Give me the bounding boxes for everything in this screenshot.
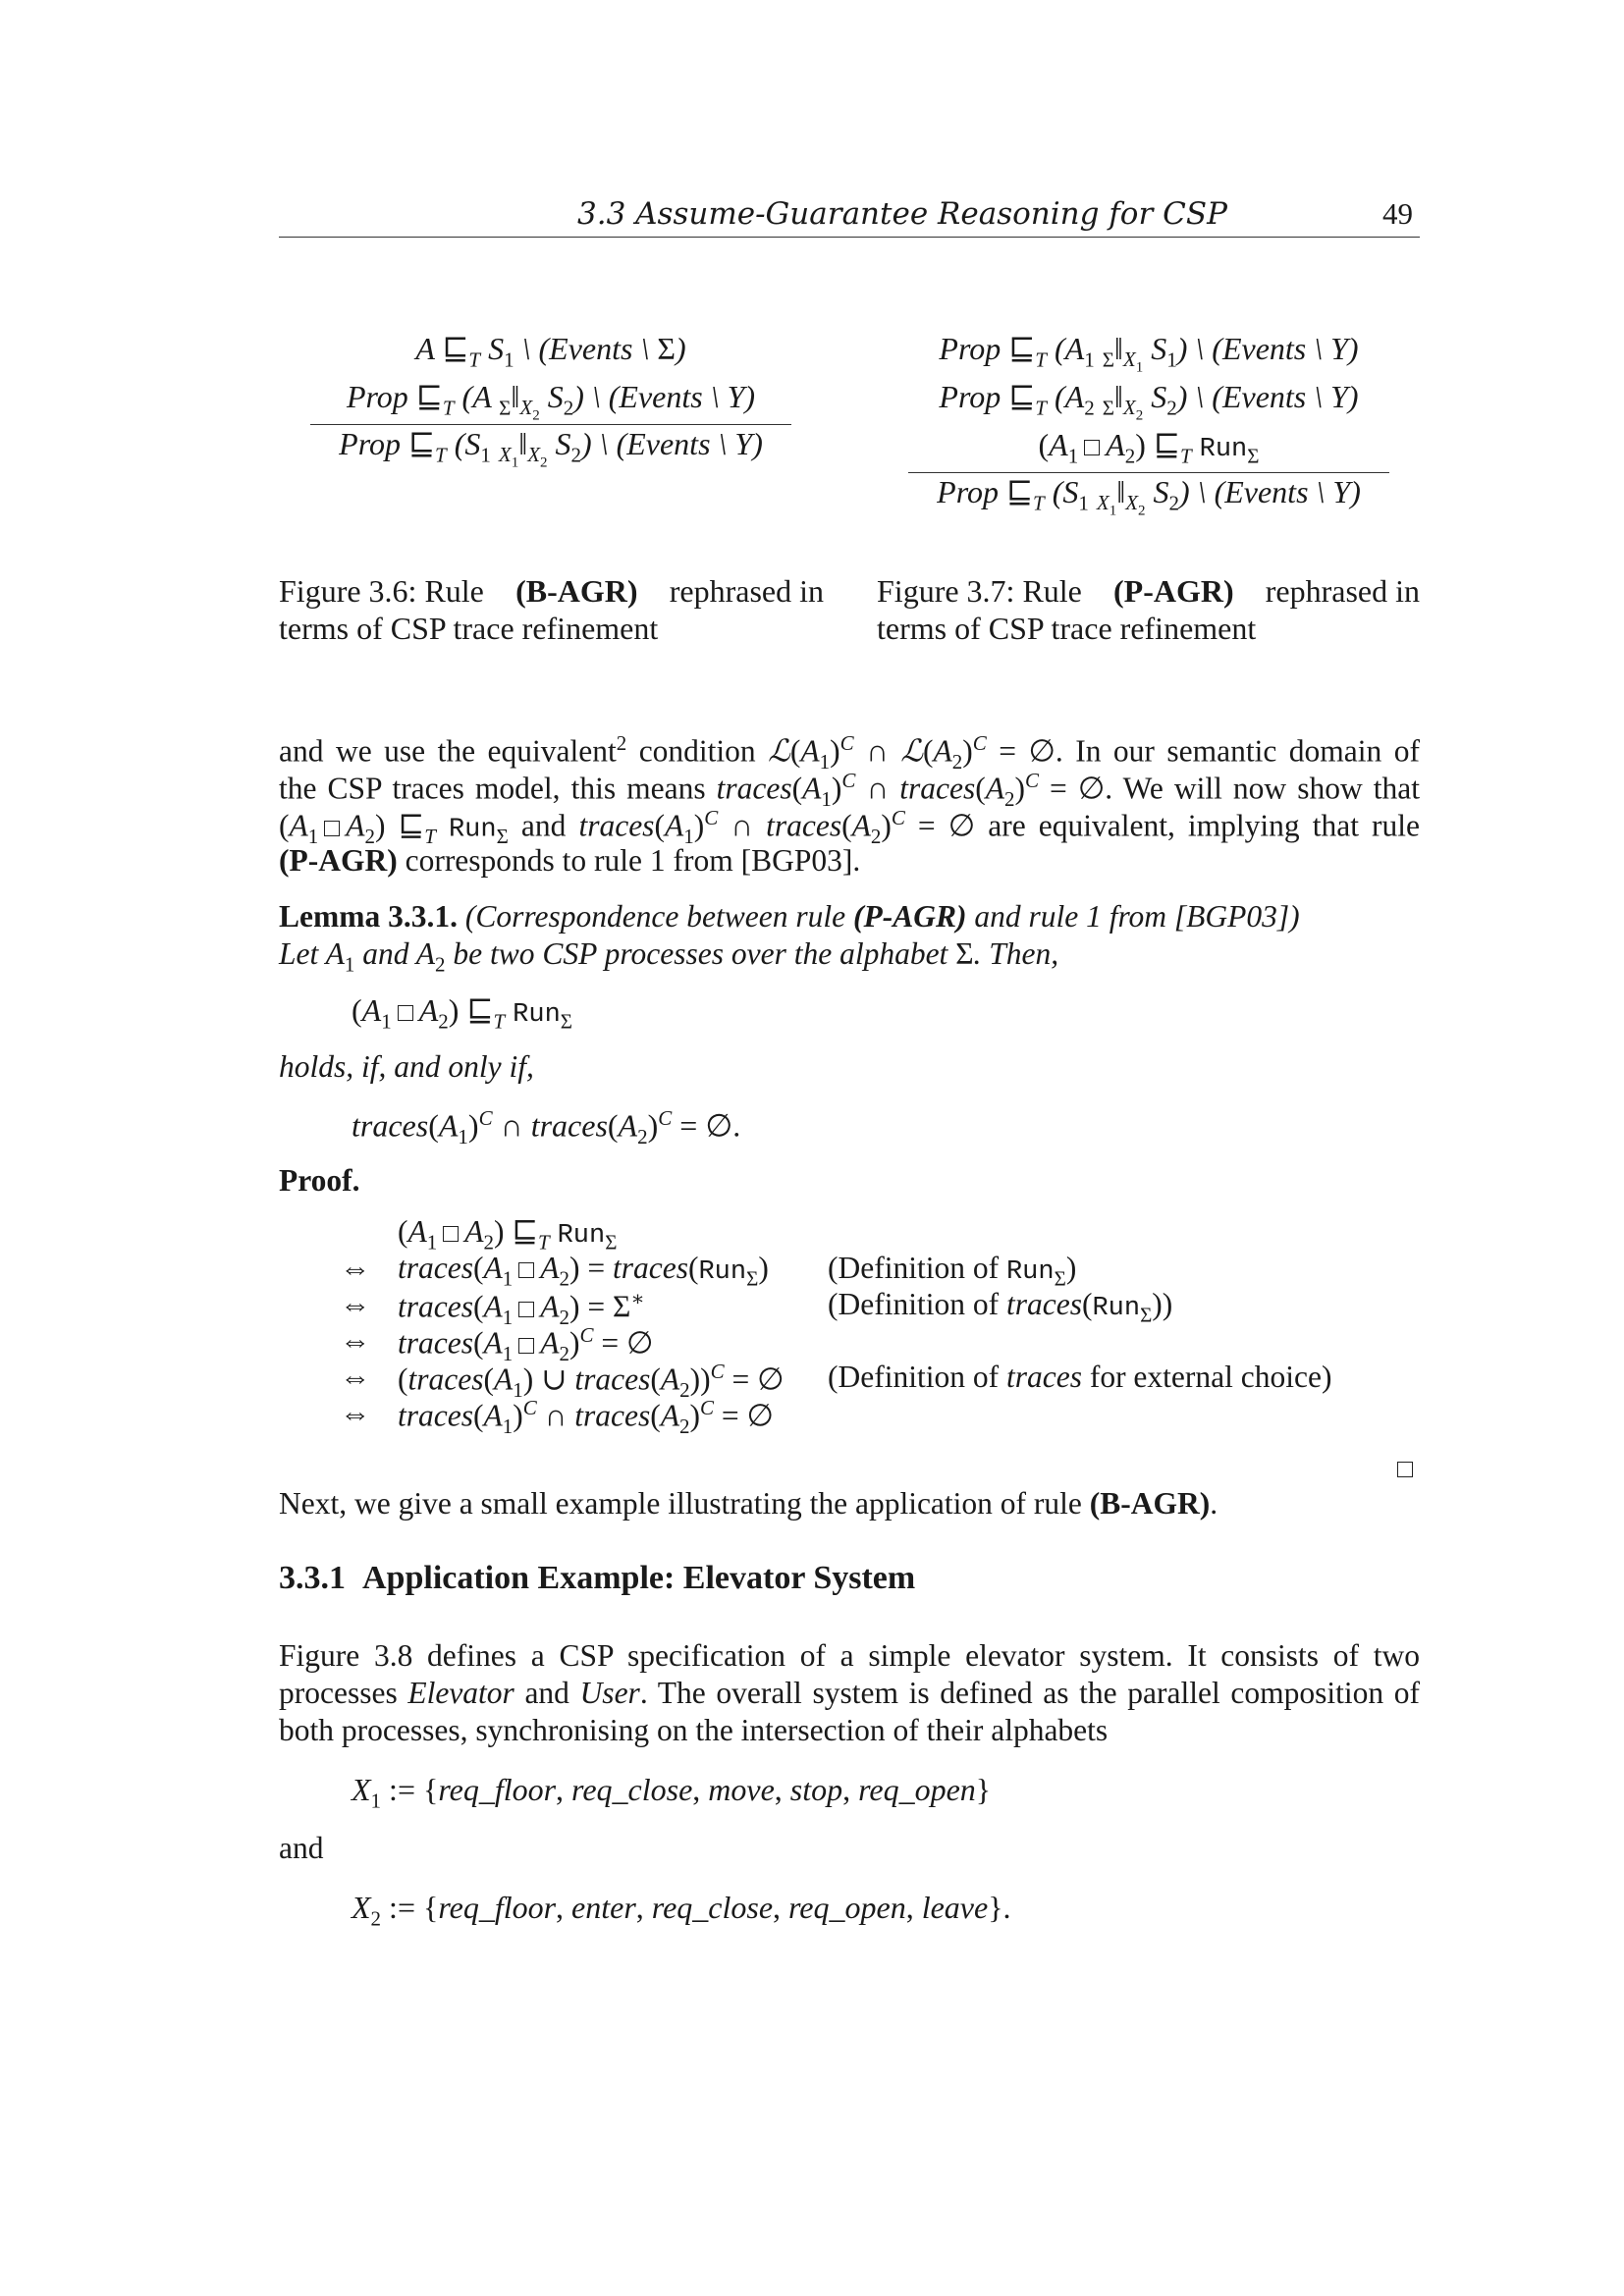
fig37-premise-2: Prop $⊑_T$ ($A_2$ $_\Sigma‖_{X_2}$ $S_2$) \ (Events \ Y) [939, 379, 1359, 424]
para3-line3: both processes, synchronising on the intersection of their alphabets [279, 1713, 1109, 1747]
fig37-caption-rest: rephrased in [1265, 573, 1420, 609]
lemma-title-line: Lemma 3.3.1. (Correspondence between rule (P-AGR) and rule 1 from [BGP03]) [279, 899, 1300, 934]
para1-line2: the CSP traces model, this means $traces(A_1)^C$ ∩ $traces(A_2)^C$ = ∅. We will now show that [279, 769, 1420, 811]
proof-step-2: $traces(A_1$ $A_2) = \Sigma^∗$ [398, 1287, 645, 1329]
set-x1: $X_1$ := {req_floor, req_close, move, stop, req_open} [352, 1772, 992, 1813]
lemma-iff: holds, if, and only if, [279, 1049, 534, 1084]
fig37-premise-1: Prop $⊑_T$ ($A_1$ $_\Sigma‖_{X_1}$ $S_1$) \ (Events \ Y) [939, 331, 1359, 376]
fig36-caption-line2: terms of CSP trace refinement [279, 611, 659, 646]
fig37-caption-rule: (P-AGR) [1112, 573, 1234, 609]
fig36-premise-1: A $⊑_T$ $S_1$ \ (Events \ Σ) [415, 331, 686, 372]
proof-label: Proof. [279, 1163, 360, 1198]
para1-line1: and we use the equivalent$^2$ condition $ℒ(A_1)^C$ ∩ $ℒ(A_2)^C$ = ∅. In our semantic domain of [279, 731, 1420, 774]
and-word: and [279, 1831, 324, 1865]
para1-line4: (P-AGR) corresponds to rule 1 from [BGP03]. [279, 843, 861, 878]
fig37-conclusion: Prop $⊑_T$ ($S_1$ $_{X_1}‖_{X_2}$ $S_2$) \ (Events \ Y) [937, 474, 1361, 519]
proof-reason-4: (Definition of traces for external choice) [828, 1360, 1332, 1394]
proof-iff-5: ⇔ [340, 1396, 371, 1430]
fig37-caption-line2: terms of CSP trace refinement [877, 611, 1257, 646]
para1-line3: ($A_1$ $A_2$) $⊑_T$ Run$_\Sigma$ and $traces(A_1)^C$ ∩ $traces(A_2)^C$ = ∅ are equivalent, implying that rule [279, 806, 1421, 848]
proof-step-3: $traces(A_1$ $A_2)^C$ = ∅ [398, 1323, 654, 1365]
proof-iff-4: ⇔ [340, 1360, 371, 1394]
proof-iff-3: ⇔ [340, 1323, 371, 1358]
proof-step-4: ($traces(A_1)$ ∪ $traces(A_2))^C$ = ∅ [398, 1360, 785, 1402]
fig36-caption-label: Figure 3.6: Rule [279, 573, 484, 609]
para3-line2: processes Elevator and User. The overall system is defined as the parallel composition of [279, 1676, 1420, 1710]
fig36-caption-rule: (B-AGR) [515, 573, 638, 609]
fig37-caption [877, 572, 1420, 647]
para3-line1: Figure 3.8 defines a CSP specification of a simple elevator system. It consists of two [279, 1638, 1420, 1673]
lemma-statement: Let $A_1$ and $A_2$ be two CSP processes over the alphabet Σ. Then, [279, 936, 1059, 977]
proof-step-1: $traces(A_1$ $A_2$) = traces(Run$_\Sigma$) [398, 1251, 769, 1291]
subsection-heading [279, 1560, 915, 1597]
proof-step-5: $traces(A_1)^C$ ∩ $traces(A_2)^C$ = ∅ [398, 1396, 774, 1438]
fig36-premise-2: Prop $⊑_T$ (A $_\Sigma‖_{X_2}$ $S_2$) \ (Events \ Y) [346, 379, 756, 424]
proof-step-0: ($A_1$ $A_2$) $⊑_T$ Run$_\Sigma$ [398, 1214, 618, 1255]
paragraph-next-example: Next, we give a small example illustrating the application of rule (B-AGR). [279, 1486, 1218, 1521]
lemma-formula-2: $traces(A_1)^C$ ∩ $traces(A_2)^C$ = ∅. [352, 1106, 741, 1148]
lemma-formula-1: ($A_1$ $A_2$) $⊑_T$ Run$_\Sigma$ [352, 992, 573, 1034]
proof-reason-1: (Definition of Run$_\Sigma$) [828, 1251, 1077, 1291]
running-header-title: 3.3 Assume-Guarantee Reasoning for CSP [577, 196, 1227, 232]
fig36-caption-rest: rephrased in [669, 573, 824, 609]
fig37-premise-3: ($A_1$ $A_2$) $⊑_T$ Run$_\Sigma$ [1038, 427, 1260, 468]
set-x2: $X_2$ := {req_floor, enter, req_close, req_open, leave}. [352, 1890, 1011, 1931]
fig36-caption [279, 572, 824, 647]
fig37-caption-label: Figure 3.7: Rule [877, 573, 1082, 609]
lemma-label: Lemma 3.3.1. [279, 899, 458, 934]
subsection-title: Application Example: Elevator System [362, 1560, 916, 1596]
header-rule [279, 237, 1420, 238]
proof-iff-1: ⇔ [340, 1251, 371, 1285]
proof-reason-2: (Definition of traces(Run$_\Sigma$)) [828, 1287, 1173, 1327]
fig36-conclusion: Prop $⊑_T$ ($S_1$ $_{X_1}‖_{X_2}$ $S_2$) \ (Events \ Y) [339, 426, 763, 471]
subsection-number: 3.3.1 [279, 1560, 346, 1596]
qed-box-icon [1397, 1462, 1413, 1477]
page-number: 49 [1382, 196, 1413, 231]
proof-iff-2: ⇔ [340, 1287, 371, 1321]
